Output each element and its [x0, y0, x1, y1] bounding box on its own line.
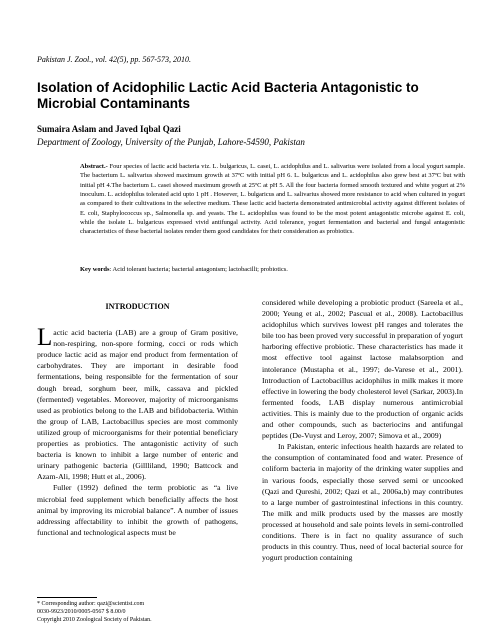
issn-line: 0030-9923/2010/0005-0567 $ 8.00/0 — [37, 609, 126, 615]
abstract-label: Abstract.- — [80, 163, 108, 170]
intro-paragraph-1-text: actic acid bacteria (LAB) are a group of Gram positive, non-respiring, non-spore forming, cocci or rods which produce lactic acid as major end product from fermentation of carbohydrates. They are important in desirable food fermentations, being responsible for the fermentation of sour dough bread, sorghum beer, milk, cassava and pickled (fermented) vegetables. Moreover, majority of microorganisms used as probiotics belong to the LAB and bifidobacteria. Within the group of LAB, Lactobacillus species are most commonly utilized group of microorganisms for their potential beneficiary properties as probiotics. The antagonistic activity of such bacteria is known to inhibit a large number of enteric and urinary pathogenic bacteria (Gillliland, 1990; Battcock and Azam-Ali, 1998; Hutt et al., 2006). — [37, 328, 238, 482]
keywords-text: : Acid tolerant bacteria; bacterial antagonism; lactobacilli; probiotics. — [109, 266, 288, 273]
copyright-line: Copyright 2010 Zoological Society of Pakistan. — [37, 617, 152, 623]
footnote — [37, 600, 247, 624]
right-column — [262, 297, 463, 563]
corresponding-author-note: * Corresponding author: qazi@scientist.com — [37, 601, 145, 607]
intro-paragraph-1 — [37, 324, 238, 482]
footnote-rule — [37, 597, 97, 598]
article-authors: Sumaira Aslam and Javed Iqbal Qazi — [37, 124, 181, 134]
journal-citation: Pakistan J. Zool., vol. 42(5), pp. 567-573, 2010. — [37, 55, 191, 64]
drop-cap: L — [37, 324, 53, 352]
keywords-block — [80, 266, 465, 273]
section-heading-introduction: INTRODUCTION — [105, 302, 170, 311]
intro-paragraph-3: considered while developing a probiotic product (Sareela et al., 2000; Yeung et al., 2002; Pascual et al., 2008). Lactobacillus acidophilus which survives lowest pH ranges and tolerates the bile too has been proved very successful in preparation of yogurt harboring effective probiotic. These characteristics has made it most effective tool against lactose malabsorption and intolerance (Mustapha et al., 1997; de-Varese et al., 2001). Introduction of Lactobacillus acidophilus in milk makes it more effective in lowering the body cholesterol level (Sarkar, 2003).In fermented foods, LAB display numerous antimicrobial activities. This is mainly due to the production of organic acids and other compounds, such as bacteriocins and antifungal peptides (De-Vuyst and Leroy, 2007; Simova et al., 2009) — [262, 298, 464, 441]
intro-paragraph-2: Fuller (1992) defined the term probiotic as “a live microbial feed supplement which beneficially affects the host animal by improving its microbial balance”. A number of issues addressing affectability to inhibit the growth of pathogens, functional and technological aspects must be — [37, 483, 238, 537]
author-affiliation: Department of Zoology, University of the Punjab, Lahore-54590, Pakistan — [37, 137, 305, 147]
intro-paragraph-4: In Pakistan, enteric infectious health hazards are related to the consumption of contaminated food and water. Presence of coliform bacteria in majority of the drinking water supplies and in various foods, especially those served semi or uncooked (Qazi and Qureshi, 2002; Qazi et al., 2006a,b) may contributes to a large number of gastrointestinal infections in this country. The milk and milk products used by the masses are mostly processed at household and sale points levels in semi-controlled conditions. There is in fact no quality assurance of such products in this country. Thus, need of local bacterial source for yogurt production containing — [262, 442, 463, 563]
left-column — [37, 297, 238, 538]
abstract-text: Four species of lactic acid bacteria viz. L. bulgaricus, L. casei, L. acidophilus and L. salivarius were isolated from a local yogurt sample. The bacterium L. salivarius showed maximum growth at 37ºC with initial pH 6. L. bulgaricus and L. acidophilus also grew best at 37ºC but with initial pH 4.The bacterium L. casei showed maximum growth at 25ºC at pH 5. All the four bacteria formed smooth textured and white yogurt at 2% inoculum. L. acidophilus tolerated acid upto 1 pH . However, L. bulgaricus and L. salivarius showed more resistance to acid when cultured in yogurt as compared to their cultivations in the selective medium. These lactic acid bacteria demonstrated antimicrobial activity against different isolates of E. coli, Staphylococcus sp., Salmonella sp. and yeasts. The L. acidophilus was found to be the most potent antagonistic microbe against E. coli, while the isolate L. bulgaricus expressed vivid antifungal activity. Acid tolerance, yogurt fermentation and bacterial and fungal antagonistic characteristics of these bacterial isolates render them good candidates for their consideration as probiotics. — [80, 163, 466, 236]
keywords-label: Key words — [80, 266, 110, 273]
article-title: Isolation of Acidophilic Lactic Acid Bacteria Antagonistic to Microbial Contaminants — [37, 80, 419, 111]
abstract-block — [80, 162, 465, 237]
